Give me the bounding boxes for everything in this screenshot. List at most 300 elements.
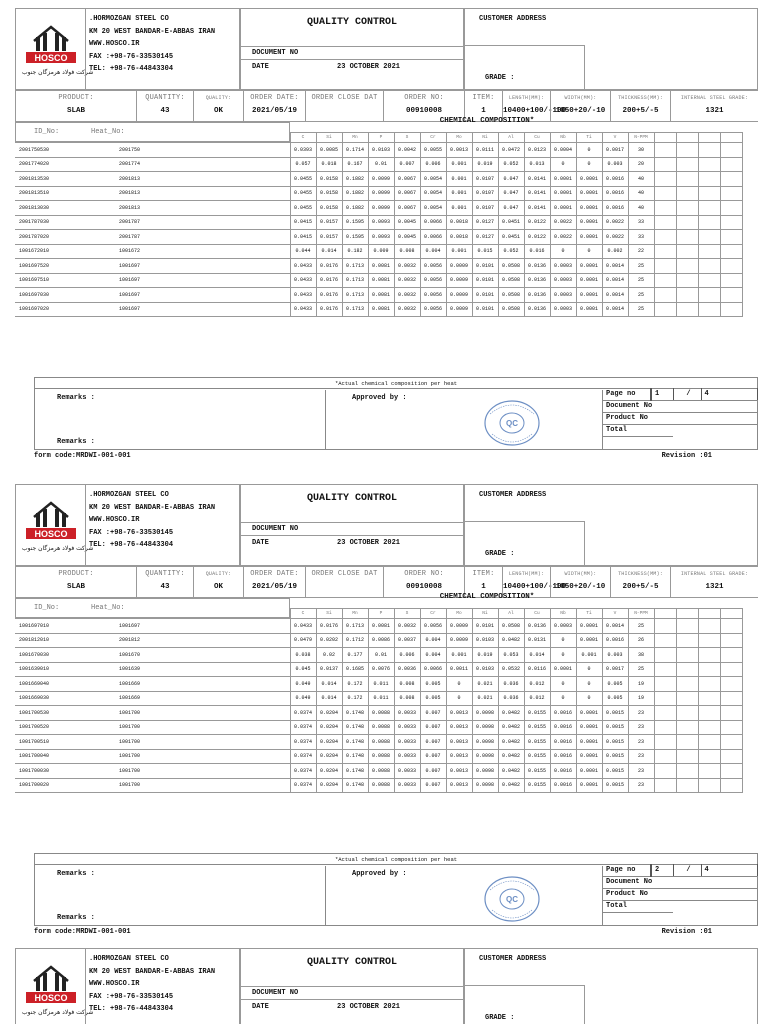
company-info xyxy=(85,8,240,90)
table-row xyxy=(15,244,742,259)
chem-value-ni: 0.019 xyxy=(472,648,498,663)
chem-value-mn: 0.1713 xyxy=(342,259,368,274)
page-footer-box xyxy=(34,377,758,450)
chem-value-cu: 0.0136 xyxy=(524,302,550,317)
chem-value-cu: 0.0155 xyxy=(524,735,550,750)
customer-address-label: CUSTOMER ADDRESS xyxy=(479,955,547,963)
company-logo xyxy=(15,484,94,566)
chem-value-al: 0.0508 xyxy=(498,302,524,317)
chem-value-si: 0.014 xyxy=(316,244,342,259)
chem-value-cu: 0.0131 xyxy=(524,633,550,648)
order-quantity-label: QUANTITY: xyxy=(145,570,185,578)
chem-value-cr: 0.007 xyxy=(420,720,446,735)
chem-value-cu: 0.0155 xyxy=(524,720,550,735)
chem-value-ti: 0 xyxy=(576,677,602,692)
row-id-no: 1001700520 xyxy=(15,720,115,735)
chem-value-p: 0.011 xyxy=(368,677,394,692)
chem-value-al: 0.047 xyxy=(498,186,524,201)
chem-value-si: 0.0158 xyxy=(316,201,342,216)
chem-value-si: 0.02 xyxy=(316,648,342,663)
chem-value-si: 0.0204 xyxy=(316,735,342,750)
date-value: 23 OCTOBER 2021 xyxy=(337,1003,401,1011)
order-product-value: SLAB xyxy=(66,583,85,591)
date-value: 23 OCTOBER 2021 xyxy=(337,539,401,547)
element-header-v: V xyxy=(602,133,628,143)
chem-value-mo: 0.0018 xyxy=(446,230,472,245)
row-heat-no: 2001787 xyxy=(115,215,170,230)
table-row xyxy=(15,157,742,172)
order-item-value: 1 xyxy=(481,107,486,115)
order-internal-steel-grade-value: 1321 xyxy=(705,583,724,591)
company-website: WWW.HOSCO.IR xyxy=(89,980,140,988)
order-quality-label: QUALITY: xyxy=(205,571,232,577)
chem-value-c: 0.057 xyxy=(290,157,316,172)
table-row xyxy=(15,706,742,721)
element-header-mn: Mn xyxy=(342,609,368,619)
row-id-no: 1001670030 xyxy=(15,648,115,663)
chem-value-c: 0.0455 xyxy=(290,201,316,216)
company-logo xyxy=(15,948,94,1024)
chem-value-ti: 0.0001 xyxy=(576,230,602,245)
chem-value-mo: 0.001 xyxy=(446,244,472,259)
company-tel: TEL: +98-76-44843304 xyxy=(89,541,174,549)
table-row xyxy=(15,230,742,245)
chem-value-cu: 0.0155 xyxy=(524,749,550,764)
order-quantity-label: QUANTITY: xyxy=(145,94,185,102)
chem-value-al: 0.0508 xyxy=(498,619,524,634)
chem-value-c: 0.0479 xyxy=(290,633,316,648)
chem-value-mn: 0.1685 xyxy=(342,662,368,677)
grade-label: GRADE : xyxy=(485,550,515,558)
order-item-label: ITEM: xyxy=(472,94,495,102)
element-header-cu: Cu xyxy=(524,609,550,619)
chem-title: CHEMICAL COMPOSITION* xyxy=(439,117,535,125)
chem-value-nppm: 23 xyxy=(628,706,654,721)
chem-value-mo: 0.0013 xyxy=(446,778,472,793)
chem-value-nppm: 30 xyxy=(628,143,654,158)
chem-value-cr: 0.0054 xyxy=(420,172,446,187)
chem-value-ti: 0.001 xyxy=(576,648,602,663)
element-header-c: C xyxy=(290,609,316,619)
chem-value-si: 0.0204 xyxy=(316,778,342,793)
chem-value-p: 0.0081 xyxy=(368,619,394,634)
chem-value-v: 0.002 xyxy=(602,244,628,259)
table-row xyxy=(15,691,742,706)
remarks-label-bottom: Remarks : xyxy=(57,438,95,446)
element-header-ti: Ti xyxy=(576,609,602,619)
chem-value-cr: 0.0056 xyxy=(420,288,446,303)
chem-value-nppm: 26 xyxy=(628,633,654,648)
chem-value-cu: 0.0116 xyxy=(524,662,550,677)
chem-value-v: 0.0015 xyxy=(602,706,628,721)
chem-value-ti: 0 xyxy=(576,143,602,158)
grade-box xyxy=(465,985,585,1024)
chem-value-cr: 0.007 xyxy=(420,764,446,779)
chem-value-al: 0.036 xyxy=(498,691,524,706)
order-quality-label: QUALITY: xyxy=(205,95,232,101)
chem-value-mo: 0.0013 xyxy=(446,143,472,158)
chem-value-c: 0.0415 xyxy=(290,215,316,230)
chem-value-s: 0.0067 xyxy=(394,201,420,216)
table-row xyxy=(15,259,742,274)
order-width-label: WIDTH(MM): xyxy=(564,571,597,577)
element-header-ni: Ni xyxy=(472,609,498,619)
chem-value-mn: 0.1595 xyxy=(342,230,368,245)
chem-value-mo: 0.001 xyxy=(446,186,472,201)
chem-value-p: 0.0099 xyxy=(368,186,394,201)
chem-value-nppm: 25 xyxy=(628,662,654,677)
row-heat-no: 1001669 xyxy=(115,691,170,706)
row-heat-no: 1001697 xyxy=(115,302,170,317)
chem-value-ti: 0.0001 xyxy=(576,764,602,779)
chem-value-cu: 0.0136 xyxy=(524,273,550,288)
chem-value-ti: 0.0001 xyxy=(576,172,602,187)
chem-value-si: 0.0204 xyxy=(316,720,342,735)
chem-value-cr: 0.004 xyxy=(420,633,446,648)
chem-value-mo: 0.0013 xyxy=(446,764,472,779)
chem-value-mn: 0.182 xyxy=(342,244,368,259)
row-heat-no: 1001700 xyxy=(115,778,170,793)
chem-value-p: 0.0088 xyxy=(368,764,394,779)
document-no-label: DOCUMENT NO xyxy=(252,49,299,57)
row-heat-no: 1001700 xyxy=(115,720,170,735)
chem-value-al: 0.0482 xyxy=(498,764,524,779)
row-heat-no: 1001700 xyxy=(115,749,170,764)
id-no-label: ID_No: xyxy=(34,604,60,612)
chem-value-c: 0.0374 xyxy=(290,735,316,750)
element-header-ti: Ti xyxy=(576,133,602,143)
chem-value-v: 0.0016 xyxy=(602,201,628,216)
chem-value-ti: 0 xyxy=(576,662,602,677)
chem-value-v: 0.0015 xyxy=(602,735,628,750)
chem-value-mn: 0.1882 xyxy=(342,186,368,201)
table-row xyxy=(15,633,742,648)
chem-value-s: 0.0033 xyxy=(394,764,420,779)
chem-value-v: 0.0014 xyxy=(602,259,628,274)
chem-value-al: 0.047 xyxy=(498,201,524,216)
element-header-p: P xyxy=(368,133,394,143)
chem-value-cu: 0.013 xyxy=(524,157,550,172)
order-order-no-label: ORDER NO: xyxy=(404,570,444,578)
chem-value-mo: 0 xyxy=(446,677,472,692)
chem-value-cu: 0.0141 xyxy=(524,172,550,187)
row-heat-no: 2001813 xyxy=(115,201,170,216)
element-header-mn: Mn xyxy=(342,133,368,143)
chem-value-p: 0.0081 xyxy=(368,259,394,274)
chem-value-ni: 0.0101 xyxy=(472,273,498,288)
svg-text:QC: QC xyxy=(506,419,518,428)
chem-value-c: 0.0374 xyxy=(290,749,316,764)
chem-value-p: 0.0086 xyxy=(368,633,394,648)
order-length-label: LENGTH(MM): xyxy=(508,571,545,577)
logo-text: HOSCO xyxy=(34,993,68,1003)
chem-value-ti: 0.0001 xyxy=(576,706,602,721)
row-id-no: 2001813030 xyxy=(15,201,115,216)
approved-by-label: Approved by : xyxy=(352,870,407,878)
chem-value-ni: 0.0127 xyxy=(472,215,498,230)
chem-value-cu: 0.0122 xyxy=(524,215,550,230)
grade-label: GRADE : xyxy=(485,74,515,82)
chem-value-cr: 0.0066 xyxy=(420,662,446,677)
chem-value-cu: 0.012 xyxy=(524,691,550,706)
row-heat-no: 1001670 xyxy=(115,648,170,663)
table-row xyxy=(15,619,742,634)
chem-value-si: 0.0157 xyxy=(316,215,342,230)
chem-value-v: 0.0014 xyxy=(602,302,628,317)
chem-value-nppm: 23 xyxy=(628,735,654,750)
chem-value-p: 0.0099 xyxy=(368,172,394,187)
row-heat-no: 2001813 xyxy=(115,186,170,201)
chem-value-si: 0.0137 xyxy=(316,662,342,677)
chem-value-mn: 0.1714 xyxy=(342,143,368,158)
chem-value-mo: 0.001 xyxy=(446,157,472,172)
document-title: QUALITY CONTROL xyxy=(306,17,397,28)
chem-value-s: 0.0033 xyxy=(394,749,420,764)
chem-value-v: 0.0017 xyxy=(602,662,628,677)
date-label: DATE xyxy=(252,539,269,547)
chem-value-si: 0.0085 xyxy=(316,143,342,158)
order-order-date-label: ORDER DATE: xyxy=(250,94,299,102)
chem-value-si: 0.014 xyxy=(316,677,342,692)
table-row xyxy=(15,288,742,303)
chem-value-p: 0.01 xyxy=(368,157,394,172)
element-header-mo: Mo xyxy=(446,133,472,143)
chem-value-nb: 0.0003 xyxy=(550,288,576,303)
row-id-no: 1001697020 xyxy=(15,302,115,317)
company-name: .HORMOZGAN STEEL CO xyxy=(89,491,169,499)
chem-value-al: 0.0508 xyxy=(498,259,524,274)
chem-value-mn: 0.167 xyxy=(342,157,368,172)
chem-value-ti: 0.0001 xyxy=(576,259,602,274)
chem-value-c: 0.0374 xyxy=(290,778,316,793)
order-quantity-cell xyxy=(136,566,193,598)
chem-value-cu: 0.014 xyxy=(524,648,550,663)
chem-value-ni: 0.0098 xyxy=(472,706,498,721)
company-address: KM 20 WEST BANDAR-E-ABBAS IRAN xyxy=(89,27,216,36)
chem-value-c: 0.0415 xyxy=(290,230,316,245)
chem-value-nppm: 23 xyxy=(628,778,654,793)
order-width-label: WIDTH(MM): xyxy=(564,95,597,101)
company-tel: TEL: +98-76-44843304 xyxy=(89,1005,174,1013)
chem-value-mn: 0.1712 xyxy=(342,633,368,648)
element-header-ni: Ni xyxy=(472,133,498,143)
row-heat-no: 1001669 xyxy=(115,677,170,692)
order-thickness-label: THICKNESS(MM): xyxy=(618,95,663,101)
grade-box xyxy=(465,45,585,91)
chem-value-al: 0.052 xyxy=(498,244,524,259)
chem-value-s: 0.0033 xyxy=(394,720,420,735)
row-heat-no: 1001700 xyxy=(115,735,170,750)
chem-value-p: 0.0099 xyxy=(368,201,394,216)
element-header-s: S xyxy=(394,609,420,619)
revision: Revision :01 xyxy=(661,928,712,936)
chem-value-nppm: 23 xyxy=(628,764,654,779)
chem-value-mn: 0.1748 xyxy=(342,735,368,750)
chem-value-mo: 0.0009 xyxy=(446,273,472,288)
chem-value-c: 0.0433 xyxy=(290,288,316,303)
chem-value-al: 0.052 xyxy=(498,157,524,172)
element-header-v: V xyxy=(602,609,628,619)
chem-value-mo: 0.001 xyxy=(446,201,472,216)
chem-value-s: 0.0067 xyxy=(394,186,420,201)
chem-value-si: 0.0204 xyxy=(316,764,342,779)
chem-value-ni: 0.021 xyxy=(472,691,498,706)
chem-value-cu: 0.0155 xyxy=(524,778,550,793)
page-info-table xyxy=(603,388,758,437)
chem-value-ni: 0.0101 xyxy=(472,288,498,303)
logo-text: HOSCO xyxy=(34,53,68,63)
chem-value-nb: 0.0001 xyxy=(550,662,576,677)
chem-value-nb: 0.0004 xyxy=(550,143,576,158)
order-quantity-cell xyxy=(136,90,193,122)
chem-value-ti: 0 xyxy=(576,691,602,706)
page-header xyxy=(0,940,768,1024)
order-thickness-label: THICKNESS(MM): xyxy=(618,571,663,577)
row-id-no: 1001700020 xyxy=(15,778,115,793)
row-id-no: 2001787030 xyxy=(15,215,115,230)
chem-value-al: 0.0508 xyxy=(498,273,524,288)
chem-value-cu: 0.0136 xyxy=(524,259,550,274)
approved-by-label: Approved by : xyxy=(352,394,407,402)
chem-value-nppm: 25 xyxy=(628,288,654,303)
page-info-table xyxy=(603,864,758,913)
chem-value-v: 0.005 xyxy=(602,677,628,692)
chem-value-mn: 0.172 xyxy=(342,677,368,692)
chem-value-nppm: 25 xyxy=(628,302,654,317)
row-heat-no: 2001787 xyxy=(115,230,170,245)
chem-value-ni: 0.015 xyxy=(472,244,498,259)
chem-value-p: 0.0081 xyxy=(368,302,394,317)
order-order-no-value: 00910008 xyxy=(405,107,442,115)
chem-value-ni: 0.0098 xyxy=(472,764,498,779)
chem-value-si: 0.0157 xyxy=(316,230,342,245)
chem-value-nppm: 25 xyxy=(628,273,654,288)
chem-value-nb: 0.0016 xyxy=(550,735,576,750)
chem-value-mn: 0.1748 xyxy=(342,720,368,735)
chem-value-nppm: 25 xyxy=(628,619,654,634)
chem-value-cu: 0.012 xyxy=(524,677,550,692)
chem-value-si: 0.0158 xyxy=(316,172,342,187)
element-header-si: Si xyxy=(316,609,342,619)
chem-value-c: 0.0433 xyxy=(290,302,316,317)
chem-value-mn: 0.1713 xyxy=(342,288,368,303)
chem-value-v: 0.0015 xyxy=(602,720,628,735)
chem-value-al: 0.0451 xyxy=(498,215,524,230)
chem-value-s: 0.0045 xyxy=(394,215,420,230)
chem-value-ni: 0.0098 xyxy=(472,778,498,793)
chem-value-al: 0.0482 xyxy=(498,749,524,764)
chem-value-cr: 0.004 xyxy=(420,244,446,259)
chem-value-si: 0.0176 xyxy=(316,259,342,274)
chem-value-cr: 0.0056 xyxy=(420,619,446,634)
chem-value-v: 0.0014 xyxy=(602,273,628,288)
chem-value-mo: 0.0013 xyxy=(446,735,472,750)
chem-value-s: 0.0032 xyxy=(394,273,420,288)
order-order-date-label: ORDER DATE: xyxy=(250,570,299,578)
chem-value-nb: 0.0016 xyxy=(550,749,576,764)
chem-value-mo: 0.0009 xyxy=(446,633,472,648)
chem-value-p: 0.009 xyxy=(368,244,394,259)
chemical-composition-table xyxy=(15,608,743,793)
company-website: WWW.HOSCO.IR xyxy=(89,516,140,524)
chem-value-cr: 0.005 xyxy=(420,691,446,706)
table-row xyxy=(15,273,742,288)
row-heat-no: 1001697 xyxy=(115,259,170,274)
row-id-no: 1001700530 xyxy=(15,706,115,721)
total-label: Total xyxy=(603,424,673,436)
chem-value-nb: 0.0016 xyxy=(550,778,576,793)
qc-report-page xyxy=(0,476,768,936)
chem-value-s: 0.0042 xyxy=(394,143,420,158)
chem-value-al: 0.0482 xyxy=(498,735,524,750)
chem-value-v: 0.005 xyxy=(602,691,628,706)
chem-value-s: 0.008 xyxy=(394,677,420,692)
chem-value-cr: 0.0055 xyxy=(420,143,446,158)
company-fax: FAX :+98-76-33530145 xyxy=(89,992,174,1001)
chem-value-ni: 0.0103 xyxy=(472,662,498,677)
chem-element-header-row xyxy=(15,133,742,143)
form-code: form code:MRDWI-001-001 xyxy=(34,452,131,460)
title-block xyxy=(240,8,464,90)
chem-value-ti: 0.0001 xyxy=(576,186,602,201)
chem-value-ni: 0.0107 xyxy=(472,186,498,201)
chemical-composition-section xyxy=(0,593,768,798)
chem-value-mo: 0.0013 xyxy=(446,720,472,735)
order-item-label: ITEM: xyxy=(472,570,495,578)
remarks-label: Remarks : xyxy=(57,394,95,402)
qc-report-page xyxy=(0,940,768,1024)
chem-value-ni: 0.0098 xyxy=(472,749,498,764)
page-separator: / xyxy=(673,388,701,400)
chem-value-nb: 0 xyxy=(550,244,576,259)
id-no-label: ID_No: xyxy=(34,128,60,136)
chem-value-s: 0.0036 xyxy=(394,662,420,677)
chem-value-cu: 0.016 xyxy=(524,244,550,259)
chem-value-c: 0.0374 xyxy=(290,764,316,779)
order-internal-steel-grade-label: INTERNAL STEEL GRADE: xyxy=(680,95,749,101)
chem-value-cu: 0.0136 xyxy=(524,619,550,634)
chem-value-mo: 0.0009 xyxy=(446,288,472,303)
chem-value-p: 0.0093 xyxy=(368,230,394,245)
customer-address-label: CUSTOMER ADDRESS xyxy=(479,491,547,499)
chem-value-al: 0.0482 xyxy=(498,706,524,721)
svg-text:QC: QC xyxy=(506,895,518,904)
row-id-no: 2001787020 xyxy=(15,230,115,245)
chem-value-ni: 0.021 xyxy=(472,677,498,692)
chem-value-v: 0.0022 xyxy=(602,230,628,245)
order-order-no-label: ORDER NO: xyxy=(404,94,444,102)
document-title: QUALITY CONTROL xyxy=(306,493,397,504)
chem-value-ti: 0.0001 xyxy=(576,273,602,288)
form-code: form code:MRDWI-001-001 xyxy=(34,928,131,936)
date-field xyxy=(241,999,463,1011)
table-row xyxy=(15,648,742,663)
chem-value-ti: 0.0001 xyxy=(576,302,602,317)
product-no-label: Product No xyxy=(603,412,673,424)
chem-value-mn: 0.1713 xyxy=(342,302,368,317)
chem-value-nppm: 33 xyxy=(628,230,654,245)
page-no-label: Page no xyxy=(603,388,651,400)
chem-value-mo: 0.001 xyxy=(446,648,472,663)
document-title: QUALITY CONTROL xyxy=(306,957,397,968)
element-header-nb: Nb xyxy=(550,133,576,143)
chem-value-cr: 0.007 xyxy=(420,749,446,764)
chem-value-v: 0.0016 xyxy=(602,186,628,201)
chem-value-v: 0.0017 xyxy=(602,143,628,158)
chem-value-c: 0.0374 xyxy=(290,720,316,735)
chem-value-mn: 0.1748 xyxy=(342,778,368,793)
page-header xyxy=(0,476,768,566)
